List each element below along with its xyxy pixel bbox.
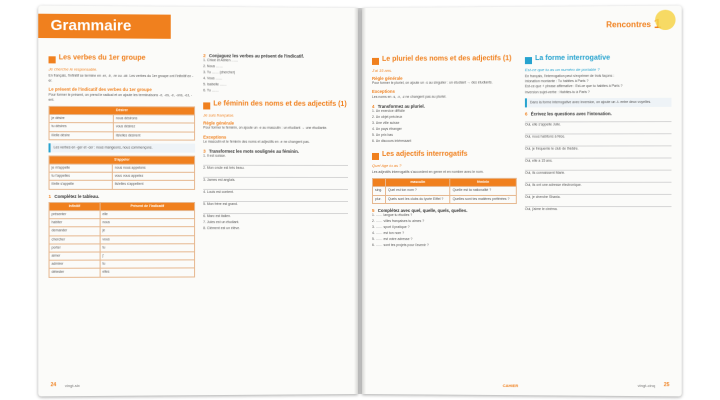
table-cell: Quel est ton nom ? — [386, 187, 451, 195]
left-column-2 — [203, 49, 348, 232]
infinitive-cell: aimer — [49, 252, 100, 260]
table-cell: sing. — [372, 187, 385, 195]
exercise-line[interactable]: 6. Marc est italien. — [203, 214, 231, 219]
grammar-header-tab — [38, 14, 170, 39]
exercise-line[interactable]: 3. …… sport il pratique ? — [371, 225, 410, 230]
present-text: Pour former le présent, on prend le radical et on ajoute les terminaisons -e, -es, -e, -ons, -ez, -ent. — [48, 92, 193, 102]
exercise-line[interactable]: 8. Clément est un élève. — [203, 226, 241, 231]
table-cell: nous nous appelons — [112, 164, 194, 172]
section-4-heading — [372, 151, 517, 161]
ger-cer-note: Les verbes en -ger et -cer : nous mangeons, nous commençons. — [49, 143, 196, 152]
exercise-line[interactable]: 5. Isabelle …… — [203, 82, 227, 87]
table-cell: Quelles sont tes matières préférées ? — [450, 195, 516, 203]
section-5-subtitle: Est-ce que tu as un numéro de portable ? — [524, 66, 600, 73]
answer-text: Oui, je fréquente le club de théâtre. — [524, 146, 579, 151]
section-1-heading — [49, 54, 196, 65]
grammar-header-label: Grammaire — [50, 16, 132, 35]
exercise-number: 1 — [48, 193, 52, 199]
exercise-line[interactable]: 1. Un exercice difficile — [371, 108, 405, 113]
table-cell: je désire — [49, 115, 113, 123]
section-3-exceptions: Les noms en -s, -x, -z ne changent pas au pluriel. — [371, 94, 447, 99]
interrogation-point: intonation montante : Tu habites à Paris ? — [524, 79, 589, 84]
infinitive-cell: chercher — [49, 235, 100, 243]
exercise-line[interactable]: 4. Un pays étranger — [371, 126, 402, 131]
right-page-number: 25 — [663, 382, 670, 389]
right-page-word: vingt-cinq — [637, 382, 656, 389]
answer-cell[interactable]: nous — [100, 219, 195, 227]
section-marker-icon — [372, 57, 379, 64]
section-marker-icon — [49, 56, 56, 63]
answer-text: Oui, nous habitons à Nice. — [524, 134, 566, 139]
answer-cell[interactable]: vous — [100, 235, 195, 243]
exercise-line[interactable]: 5. Un prix bas — [371, 132, 393, 137]
section-2-subtitle: Je suis française. — [203, 112, 235, 118]
answer-cell[interactable]: tu — [100, 260, 195, 269]
left-column-1 — [49, 48, 196, 280]
table-header: masculin — [386, 179, 451, 187]
exercise-number: 5 — [371, 207, 375, 213]
answer-cell[interactable]: j' — [100, 252, 195, 260]
section-2-title: Le féminin des noms et des adjectifs (1) — [213, 100, 347, 109]
exercise-line[interactable]: 1. Il est suisse. — [203, 153, 226, 158]
table-cell: tu t'appelles — [49, 172, 112, 180]
table-cell: plur. — [372, 195, 385, 203]
right-column-1 — [372, 49, 517, 249]
exercise-5-items — [372, 213, 517, 249]
present-label: Le présent de l'indicatif des verbes du 1er groupe — [48, 87, 152, 93]
exercise-line[interactable]: 2. …… villes françaises tu aimes ? — [371, 219, 425, 224]
section-5-text: En français, l'interrogation peut s'exprimer de trois façons : — [524, 73, 615, 79]
section-marker-icon — [203, 102, 210, 109]
exercise-line[interactable]: 3. Tu …… (chercher) — [203, 70, 236, 75]
exercise-line[interactable]: 1. Chloé et Adrien …… — [203, 58, 239, 63]
section-marker-icon — [372, 152, 379, 159]
infinitive-cell: présenter — [49, 211, 100, 219]
section-3-subtitle: J'ai 15 ans. — [371, 67, 393, 73]
table-cell: Quelle est ta nationalité ? — [450, 187, 516, 195]
table-cell: il/elle désire — [49, 131, 113, 139]
exercise-line[interactable]: 4. Vous …… — [203, 76, 223, 81]
open-workbook — [42, 8, 678, 394]
table-header: Infinitif — [49, 202, 100, 210]
exercise-line[interactable]: 2. Nous …… — [203, 64, 223, 69]
exercise-4-items — [372, 108, 517, 145]
exercise-1-table — [49, 202, 196, 278]
exercise-instruction: Complétez avec quel, quelle, quels, quelles. — [377, 207, 468, 213]
unit-header-label: Rencontres — [606, 19, 652, 30]
table-cell: tu désires — [49, 123, 113, 131]
exceptions-label: Exceptions — [371, 89, 395, 95]
appeler-table — [49, 155, 196, 189]
exercise-line[interactable]: 6. Tu …… — [203, 88, 219, 93]
exercise-line[interactable]: 6. Un discours intéressant — [371, 138, 412, 143]
section-3-title: Le pluriel des noms et des adjectifs (1) — [382, 55, 512, 63]
table-header: féminin — [450, 179, 516, 187]
exercise-instruction: Complétez le tableau. — [54, 193, 100, 199]
answer-text: Oui, je cherche Shania. — [524, 194, 561, 200]
left-page — [38, 6, 358, 397]
exercise-number: 2 — [203, 53, 206, 59]
exercise-instruction: Conjuguez les verbes au présent de l'indicatif. — [208, 53, 305, 59]
answer-text: Oui, ils connaissent Marie. — [524, 170, 566, 175]
interrogation-point: inversion sujet-verbe : Habites-tu à Paris ? — [524, 89, 590, 94]
section-4-title: Les adjectifs interrogatifs — [382, 150, 468, 158]
section-4-subtitle: Quel âge tu as ? — [371, 162, 402, 169]
book-spine — [354, 8, 366, 394]
answer-cell[interactable]: elle — [100, 211, 195, 219]
exercise-instruction: Transformez au pluriel. — [377, 103, 425, 109]
exercise-3-items — [203, 154, 348, 232]
left-page-word: vingt-six — [64, 382, 80, 389]
exercise-line[interactable]: 4. …… est ton nom ? — [371, 231, 405, 236]
unit-corner-icon — [655, 10, 675, 30]
answer-cell[interactable]: tu — [100, 244, 195, 252]
desirer-table-head: Désirer — [49, 106, 195, 115]
section-3-heading — [372, 55, 517, 66]
table-cell: je m'appelle — [49, 164, 112, 172]
infinitive-cell: habiter — [49, 219, 100, 227]
table-cell: vous vous appelez — [112, 172, 194, 180]
exercise-line[interactable]: 2. Un objet précieux — [371, 114, 403, 119]
exercise-number: 4 — [371, 103, 375, 109]
left-page-number: 24 — [50, 382, 57, 389]
exercise-instruction: Transformez les mots soulignés au féminin. — [208, 148, 299, 154]
section-2-exceptions: Le masculin et le féminin des noms et adjectifs en -e ne changent pas. — [203, 139, 310, 144]
answer-text: Oui, elle a 15 ans. — [524, 158, 553, 163]
infinitive-cell: détester — [49, 269, 100, 277]
exercise-6-items — [525, 116, 672, 213]
answer-cell[interactable]: je — [100, 227, 195, 235]
infinitive-cell: porter — [49, 244, 100, 252]
right-column-2 — [525, 48, 672, 213]
exercise-1-title — [49, 194, 196, 199]
interrogation-point: Est-ce que + phrase affirmative : Est-ce que tu habites à Paris ? — [524, 84, 623, 89]
table-cell: Quels sont les clubs du lycée Eiffel ? — [386, 195, 451, 203]
exercise-line[interactable]: 5. Mon frère est grand. — [203, 202, 238, 207]
infinitive-cell: admirer — [49, 260, 100, 268]
exercise-line[interactable]: 7. Jules est un étudiant. — [203, 220, 240, 225]
inversion-note: Dans la forme interrogative avec inversion, on ajoute un -t- entre deux voyelles. — [525, 98, 672, 108]
exercise-line[interactable]: 6. …… sont tes projets pour l'avenir ? — [371, 243, 429, 248]
rule-label: Règle générale — [371, 75, 403, 81]
interrogative-table — [372, 178, 517, 204]
exercise-line[interactable]: 2. Mon oncle est très beau. — [203, 166, 245, 171]
exercise-line[interactable]: 1. …… langue tu étudies ? — [371, 213, 413, 218]
exercise-number: 6 — [524, 111, 528, 117]
exercise-line[interactable]: 4. Louis est content. — [203, 190, 234, 195]
table-header — [372, 179, 385, 187]
section-marker-icon — [525, 57, 532, 64]
section-3-text: Pour former le pluriel, on ajoute un -s au singulier : un étudiant → des étudiants. — [371, 80, 493, 86]
workbook-logo: CAHIER — [502, 382, 519, 389]
table-cell: ils/elles désirent — [113, 131, 194, 139]
section-1-subtitle: Je cherche le responsable. — [48, 66, 98, 72]
right-page — [362, 6, 682, 397]
rule-label: Règle générale — [203, 120, 235, 126]
table-cell: vous désirez — [113, 123, 194, 131]
section-1-text: En français, l'infinitif se termine en -er, -ir, -re ou -oir. Les verbes du 1er groupe ont l'infinitif en -er. — [48, 73, 194, 83]
answer-text: Oui, j'aime le cinéma. — [524, 207, 558, 212]
table-cell: ils/elles s'appellent — [112, 181, 194, 189]
exercise-line[interactable]: 5. …… est votre adresse ? — [371, 237, 413, 242]
answer-cell[interactable]: elles — [100, 268, 195, 277]
appeler-table-head: S'appeler — [49, 156, 195, 165]
table-header: Présent de l'indicatif — [100, 202, 195, 210]
exceptions-label: Exceptions — [203, 134, 227, 140]
answer-text: Oui, ils ont une adresse électronique. — [524, 182, 582, 187]
section-5-title: La forme interrogative — [535, 54, 611, 63]
table-cell: nous désirons — [113, 115, 194, 124]
answer-text: Oui, elle s'appelle Julie. — [524, 122, 561, 127]
section-1-title: Les verbes du 1er groupe — [58, 54, 146, 62]
section-4-text: Les adjectifs interrogatifs s'accordent en genre et en nombre avec le nom. — [371, 169, 484, 175]
exercise-line[interactable]: 3. Une ville suisse — [371, 120, 400, 125]
section-5-heading — [525, 54, 672, 65]
section-2-text: Pour former le féminin, on ajoute un -e au masculin : un étudiant → une étudiante. — [203, 125, 328, 131]
exercise-number: 3 — [203, 148, 206, 154]
exercise-line[interactable]: 3. James est anglais. — [203, 178, 236, 183]
section-2-heading — [203, 101, 348, 112]
desirer-table — [49, 106, 196, 141]
exercise-instruction: Écrivez les questions avec l'intonation. — [530, 110, 612, 117]
exercise-2-items — [203, 58, 348, 95]
infinitive-cell: demander — [49, 227, 100, 235]
table-cell: il/elle s'appelle — [49, 181, 112, 189]
